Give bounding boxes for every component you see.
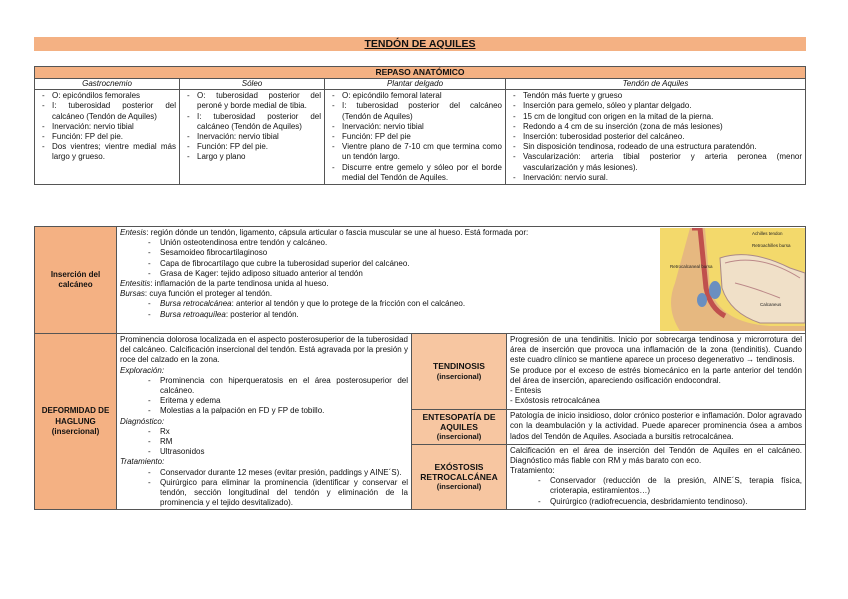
col-aquiles: Tendón de Aquiles <box>506 79 806 90</box>
tendinosis-content <box>507 334 806 410</box>
haglund-label: DEFORMIDAD DE HAGLUNG (insercional) <box>35 334 117 510</box>
bursa-item-text: : anterior al tendón y que lo protege de la fricción con el calcáneo. <box>231 299 466 309</box>
aquiles-cell <box>506 90 806 185</box>
entesis-item: - Unión osteotendinosa entre tendón y calcáneo. <box>160 238 653 248</box>
bursa-item-text: : posterior al tendón. <box>225 309 299 319</box>
plantar-item: - Inervación: nervio tibial <box>342 122 502 132</box>
tendinosis-label <box>412 334 507 410</box>
bursas-term: Bursas <box>120 289 145 299</box>
soleo-item: - Largo y plano <box>197 152 321 162</box>
gastrocnemio-item: - Inervación: nervio tibial <box>52 122 176 132</box>
tendinosis-sub: (insercional) <box>436 371 482 381</box>
gastrocnemio-item: - Dos vientres; vientre medial más largo y grueso. <box>52 142 176 162</box>
entesitis-term: Entesitis <box>120 279 151 289</box>
entesis-term: Entesis <box>120 228 147 237</box>
diagnostico-item: - Ultrasonidos <box>160 447 408 457</box>
gastrocnemio-cell <box>35 90 180 185</box>
aquiles-item: - Sin disposición tendinosa, rodeado de una estructura paratendón. <box>523 142 802 152</box>
haglund-content: Prominencia dolorosa localizada en el aspecto posterosuperior de la tuberosidad del calcáneo. Calcificación insercional del tendón. Está agravada por la presión y roce del calzado en la zona. Exploración: - Prominencia con hiperqueratosis en el área posterosuperior del calcáneo. - Eritema y edema - Molestias a la palpación en FD y FP de tobillo. Diagnóstico: - Rx - RM - Ultrasonidos Tratamiento: - Conservador durante 12 meses (evitar presión, paddings y AINE´S). - Quirúrgico para eliminar la prominencia (identificar y conservar el tendón, sección longitudinal del tendón y eliminación de la prominencia y el tejido desvitalizado). <box>117 334 412 510</box>
soleo-item: - Función: FP del pie. <box>197 142 321 152</box>
exostosis-content <box>507 444 806 510</box>
exostosis-label <box>412 444 507 510</box>
label-retroachilles: Retroachilles bursa <box>752 243 791 248</box>
page-title: TENDÓN DE AQUILES <box>34 37 806 51</box>
aquiles-item: - Vascularización: arteria tibial posterior y arteria peronea (menor vascularización y más lesiones). <box>523 152 802 172</box>
entesopatia-sub: (insercional) <box>436 432 482 442</box>
heel-anatomy-image <box>660 228 805 331</box>
bursas-text: : cuya función el proteger al tendón. <box>144 289 273 299</box>
aquiles-item: - Inervación: nervio sural. <box>523 173 802 183</box>
tratamiento-label: Tratamiento <box>120 457 163 467</box>
exostosis-item: - Conservador (reducción de la presión, AINE´S, terapia física, crioterapia, estiramientos…) <box>550 476 802 496</box>
bursa-item-term: Bursa retrocalcánea <box>160 299 232 309</box>
soleo-item: - I: tuberosidad posterior del calcáneo (Tendón de Aquiles) <box>197 112 321 132</box>
tendinosis-text1: Progresión de una tendinitis. Inicio por sobrecarga tendinosa y microrrotura del área de inserción que provoca una inflamación de la zona (tendinitis). Cuando este cuadro clínico se mantiene aparece un proceso degenerativo → tendinosis. <box>510 335 802 365</box>
soleo-item: - O: tuberosidad posterior del peroné y borde medial de tibia. <box>197 91 321 111</box>
entesis-item: - Sesamoideo fibrocartilaginoso <box>160 248 653 258</box>
plantar-cell <box>325 90 506 185</box>
gastrocnemio-item: - I: tuberosidad posterior del calcáneo (Tendón de Aquiles) <box>52 101 176 121</box>
entesis-item: - Capa de fibrocartílago que cubre la tuberosidad superior del calcáneo. <box>160 259 653 269</box>
exostosis-text: Calcificación en el área de inserción del Tendón de Aquiles en el calcáneo. Diagnóstico más fiable con RM y más barato con eco. <box>510 445 802 465</box>
exploracion-label: Exploración <box>120 365 162 375</box>
col-plantar: Plantar delgado <box>325 79 506 90</box>
exostosis-title: EXÓSTOSIS RETROCALCÁNEA <box>420 461 498 482</box>
plantar-item: - Discurre entre gemelo y sóleo por el borde medial del Tendón de Aquiles. <box>342 163 502 183</box>
gastrocnemio-item: - Función: FP del pie. <box>52 132 176 142</box>
aquiles-item: - Tendón más fuerte y grueso <box>523 91 802 101</box>
gastrocnemio-item: - O: epicóndilos femorales <box>52 91 176 101</box>
col-soleo: Sóleo <box>180 79 325 90</box>
entesopatia-label <box>412 410 507 444</box>
diagnostico-item: - RM <box>160 437 408 447</box>
aquiles-item: - Inserción para gemelo, sóleo y plantar delgado. <box>523 101 802 111</box>
repaso-header: REPASO ANATÓMICO <box>35 67 806 79</box>
plantar-item: - Vientre plano de 7-10 cm que termina como un tendón largo. <box>342 142 502 162</box>
tratamiento-item: - Quirúrgico para eliminar la prominencia (identificar y conservar el tendón, sección longitudinal del tendón y eliminación de la prominencia y el tejido desvitalizado). <box>160 478 408 509</box>
diagnostico-label: Diagnóstico <box>120 416 162 426</box>
bursa-item <box>160 310 653 320</box>
entesopatia-title: ENTESOPATÍA DE AQUILES <box>422 411 496 432</box>
aquiles-item: - Redondo a 4 cm de su inserción (zona de más lesiones) <box>523 122 802 132</box>
exostosis-tratamiento: Tratamiento: <box>510 466 555 476</box>
aquiles-item: - Inserción: tuberosidad posterior del calcáneo. <box>523 132 802 142</box>
entesopatia-content: Patología de inicio insidioso, dolor crónico posterior e inflamación. Dolor agravado con la deambulación y la actividad. Puede aparecer prominencia ósea a ambos lados del Tendón de Aquiles. Asociada a bursitis retrocalcánea. <box>507 410 806 444</box>
tendinosis-item: - Entesis <box>510 386 542 396</box>
tratamiento-item: - Conservador durante 12 meses (evitar presión, paddings y AINE´S). <box>160 468 408 478</box>
diagnostico-item: - Rx <box>160 427 408 437</box>
tendinosis-item: - Exóstosis retrocalcánea <box>510 396 600 406</box>
label-calcaneus: Calcaneus <box>760 302 782 307</box>
soleo-item: - Inervación: nervio tibial <box>197 132 321 142</box>
plantar-item: - Función: FP del pie <box>342 132 502 142</box>
entesis-text: : región dónde un tendón, ligamento, cápsula articular o fascia muscular se une al hueso. Está formada por: <box>146 228 529 237</box>
patologias-table <box>34 333 806 510</box>
label-achilles: Achilles tendon <box>752 231 783 236</box>
exostosis-sub: (insercional) <box>436 482 482 492</box>
plantar-item: - I: tuberosidad posterior del calcáneo (Tendón de Aquiles) <box>342 101 502 121</box>
tendinosis-text2: Se produce por el exceso de estrés biomecánico en la parte anterior del tendón del área de inserción, apareciendo osificación endocondral. <box>510 365 802 385</box>
insercion-label: Inserción del calcáneo <box>35 227 117 334</box>
repaso-table <box>34 66 806 185</box>
exploracion-item: - Prominencia con hiperqueratosis en el área posterosuperior del calcáneo. <box>160 376 408 396</box>
exploracion-item: - Eritema y edema <box>160 396 408 406</box>
exploracion-item: - Molestias a la palpación en FD y FP de tobillo. <box>160 406 408 416</box>
entesis-item: - Grasa de Kager: tejido adiposo situado anterior al tendón <box>160 269 653 279</box>
entesitis-text: : inflamación de la parte tendinosa unida al hueso. <box>150 279 329 289</box>
tendinosis-title: TENDINOSIS <box>433 361 485 372</box>
label-retrocalcaneal: Retrocalcaneal bursa <box>670 264 713 269</box>
haglund-intro: Prominencia dolorosa localizada en el aspecto posterosuperior de la tuberosidad del calcáneo. Calcificación insercional del tendón. Está agravada por la presión y roce del calzado en la zona. <box>120 335 408 365</box>
bursa-item-term: Bursa retroaquílea <box>160 309 226 319</box>
aquiles-item: - 15 cm de longitud con origen en la mitad de la pierna. <box>523 112 802 122</box>
bursa-item <box>160 299 653 309</box>
soleo-cell <box>180 90 325 185</box>
plantar-item: - O: epicóndilo femoral lateral <box>342 91 502 101</box>
col-gastrocnemio: Gastrocnemio <box>35 79 180 90</box>
exostosis-item: - Quirúrgico (radiofrecuencia, desbridamiento tendinoso). <box>550 497 802 507</box>
